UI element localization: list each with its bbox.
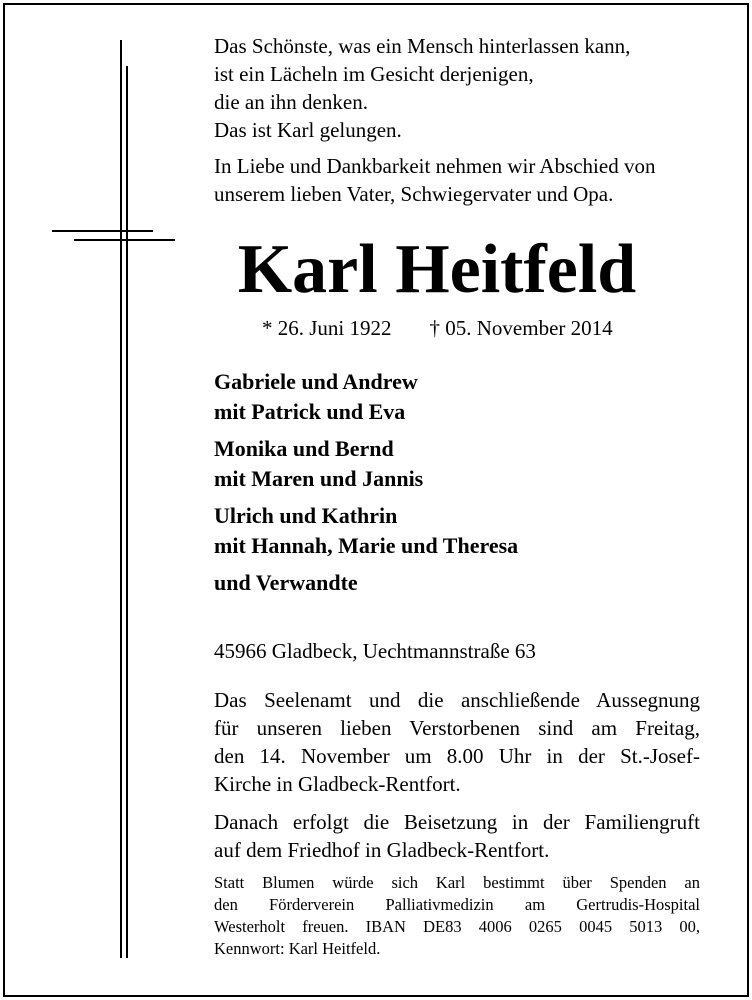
burial-line: Danach erfolgt die Beisetzung in der Familiengruft (214, 810, 700, 834)
donation-line: Westerholt freuen. IBAN DE83 4006 0265 0045 5013 00, (214, 917, 700, 936)
farewell-intro (214, 152, 694, 208)
cross-icon-shadow (126, 66, 128, 958)
intro-line: In Liebe und Dankbarkeit nehmen wir Abschied von (214, 154, 656, 178)
mourner-line: mit Patrick und Eva (214, 399, 406, 424)
mourner-group (214, 367, 694, 427)
mourner-line: und Verwandte (214, 570, 358, 595)
mourner-line: mit Maren und Jannis (214, 466, 424, 491)
cross-bar (52, 230, 153, 232)
mourners-list (214, 367, 694, 605)
service-line: Kirche in Gladbeck-Rentfort. (214, 772, 461, 796)
intro-line: unserem lieben Vater, Schwiegervater und Opa. (214, 182, 614, 206)
verse-line: ist ein Lächeln im Gesicht derjenigen, (214, 62, 534, 86)
life-dates (262, 314, 613, 342)
requiem-paragraph (214, 686, 700, 798)
mourner-line: mit Hannah, Marie und Theresa (214, 533, 519, 558)
service-line: für unseren lieben Verstorbenen sind am Freitag, (214, 716, 700, 740)
verse-line: die an ihn denken. (214, 90, 368, 114)
death-date: † 05. November 2014 (429, 316, 613, 340)
verse-line: Das ist Karl gelungen. (214, 118, 402, 142)
donation-info (214, 872, 700, 960)
service-line: den 14. November um 8.00 Uhr in der St.-Josef- (214, 744, 700, 768)
mourner-line: Ulrich und Kathrin (214, 503, 398, 528)
donation-line: Kennwort: Karl Heitfeld. (214, 939, 381, 958)
verse-line: Das Schönste, was ein Mensch hinterlassen kann, (214, 34, 631, 58)
deceased-name: Karl Heitfeld (237, 231, 637, 308)
mourner-group (214, 501, 694, 561)
birth-date: * 26. Juni 1922 (262, 316, 392, 340)
burial-paragraph (214, 808, 700, 864)
donation-line: Statt Blumen würde sich Karl bestimmt über Spenden an (214, 873, 700, 892)
mourner-group (214, 568, 694, 598)
service-line: Das Seelenamt und die anschließende Aussegnung (214, 688, 700, 712)
cross-bar-shadow (74, 239, 175, 241)
donation-line: den Förderverein Palliativmedizin am Gertrudis-Hospital (214, 895, 700, 914)
mourner-line: Monika und Bernd (214, 436, 394, 461)
burial-line: auf dem Friedhof in Gladbeck-Rentfort. (214, 838, 550, 862)
mourner-line: Gabriele und Andrew (214, 369, 418, 394)
service-info (214, 686, 700, 874)
opening-text (214, 32, 694, 208)
family-address: 45966 Gladbeck, Uechtmannstraße 63 (214, 639, 536, 663)
cross-icon (120, 40, 122, 958)
verse (214, 32, 694, 144)
mourner-group (214, 434, 694, 494)
